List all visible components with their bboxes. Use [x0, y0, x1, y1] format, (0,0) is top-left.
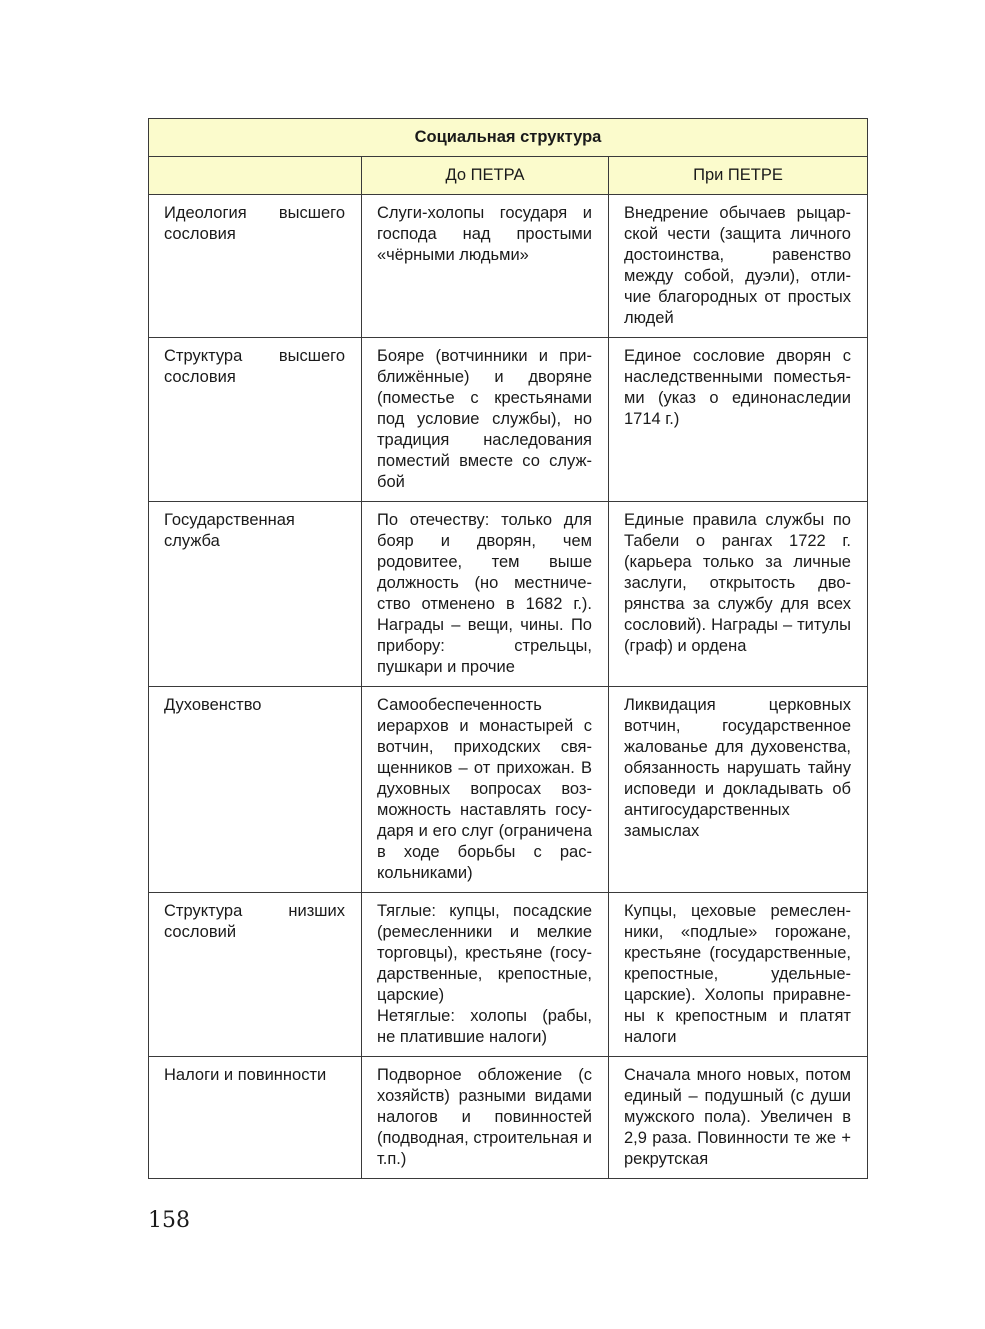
table-row: [149, 195, 868, 338]
cell-after: Единые правила службы по Табели о рангах 1722 г. (карьера только за личные заслуги, открытость дворянства за службу для всех сословий). Награды – титулы (граф) и ордена: [609, 502, 868, 687]
header-before-peter: До ПЕТРА: [362, 157, 609, 195]
cell-before: По отечеству: только для бояр и дворян, чем родовитее, тем выше должность (но местничество отменено в 1682 г.). Награды – вещи, чины. По прибору: стрельцы, пушкари и прочие: [362, 502, 609, 687]
social-structure-table: [148, 118, 868, 1179]
cell-after: Купцы, цеховые ремесленники, «подлые» горожане, крестьяне (государственные, крепостные, удельные-царские). Холопы приравнены к крепостным и платят налоги: [609, 893, 868, 1057]
cell-after: Ликвидация церковных вотчин, государственное жалованье для духовенства, обязанность нарушать тайну исповеди и докладывать об антигосударственных замыслах: [609, 687, 868, 893]
row-label: Государственная служба: [149, 502, 362, 687]
cell-after: Единое сословие дворян с наследственными поместьями (указ о единонаследии 1714 г.): [609, 338, 868, 502]
page-number: 158: [148, 1208, 190, 1233]
table-row: [149, 338, 868, 502]
cell-before: Самообеспеченность иерархов и монастырей с вотчин, приходских священников – от прихожан. В духовных вопросах возможность наставлять государя и его слуг (ограничена в ходе борьбы с раскольниками): [362, 687, 609, 893]
table-title-row: [149, 119, 868, 157]
cell-before: Тяглые: купцы, посадские (ремесленники и мелкие торговцы), крестьяне (государственные, крепостные, царские) Нетяглые: холопы (рабы, не платившие налоги): [362, 893, 609, 1057]
header-under-peter: При ПЕТРЕ: [609, 157, 868, 195]
table-row: [149, 893, 868, 1057]
cell-before: Слуги-холопы государя и господа над простыми «чёрными людьми»: [362, 195, 609, 338]
header-empty-cell: [149, 157, 362, 195]
table-row: [149, 687, 868, 893]
table-row: [149, 502, 868, 687]
row-label: Духовенство: [149, 687, 362, 893]
row-label: Структура высшего сословия: [149, 338, 362, 502]
table-row: [149, 1057, 868, 1179]
row-label: Налоги и повинности: [149, 1057, 362, 1179]
row-label: Идеология высшего сословия: [149, 195, 362, 338]
cell-after: Сначала много новых, потом единый – подушный (с души мужского пола). Увеличен в 2,9 раза. Повинности те же + рекрутская: [609, 1057, 868, 1179]
table-header-row: [149, 157, 868, 195]
cell-after: Внедрение обычаев рыцарской чести (защита личного достоинства, равенство между собой, дуэли), отличие благородных от простых людей: [609, 195, 868, 338]
cell-before: Бояре (вотчинники и приближённые) и дворяне (поместье с крестьянами под условие службы), но традиция наследования поместий вместе со службой: [362, 338, 609, 502]
cell-before: Подворное обложение (с хозяйств) разными видами налогов и повинностей (подводная, строительная и т.п.): [362, 1057, 609, 1179]
row-label: Структура низших сословий: [149, 893, 362, 1057]
table-title: Социальная структура: [149, 119, 868, 157]
